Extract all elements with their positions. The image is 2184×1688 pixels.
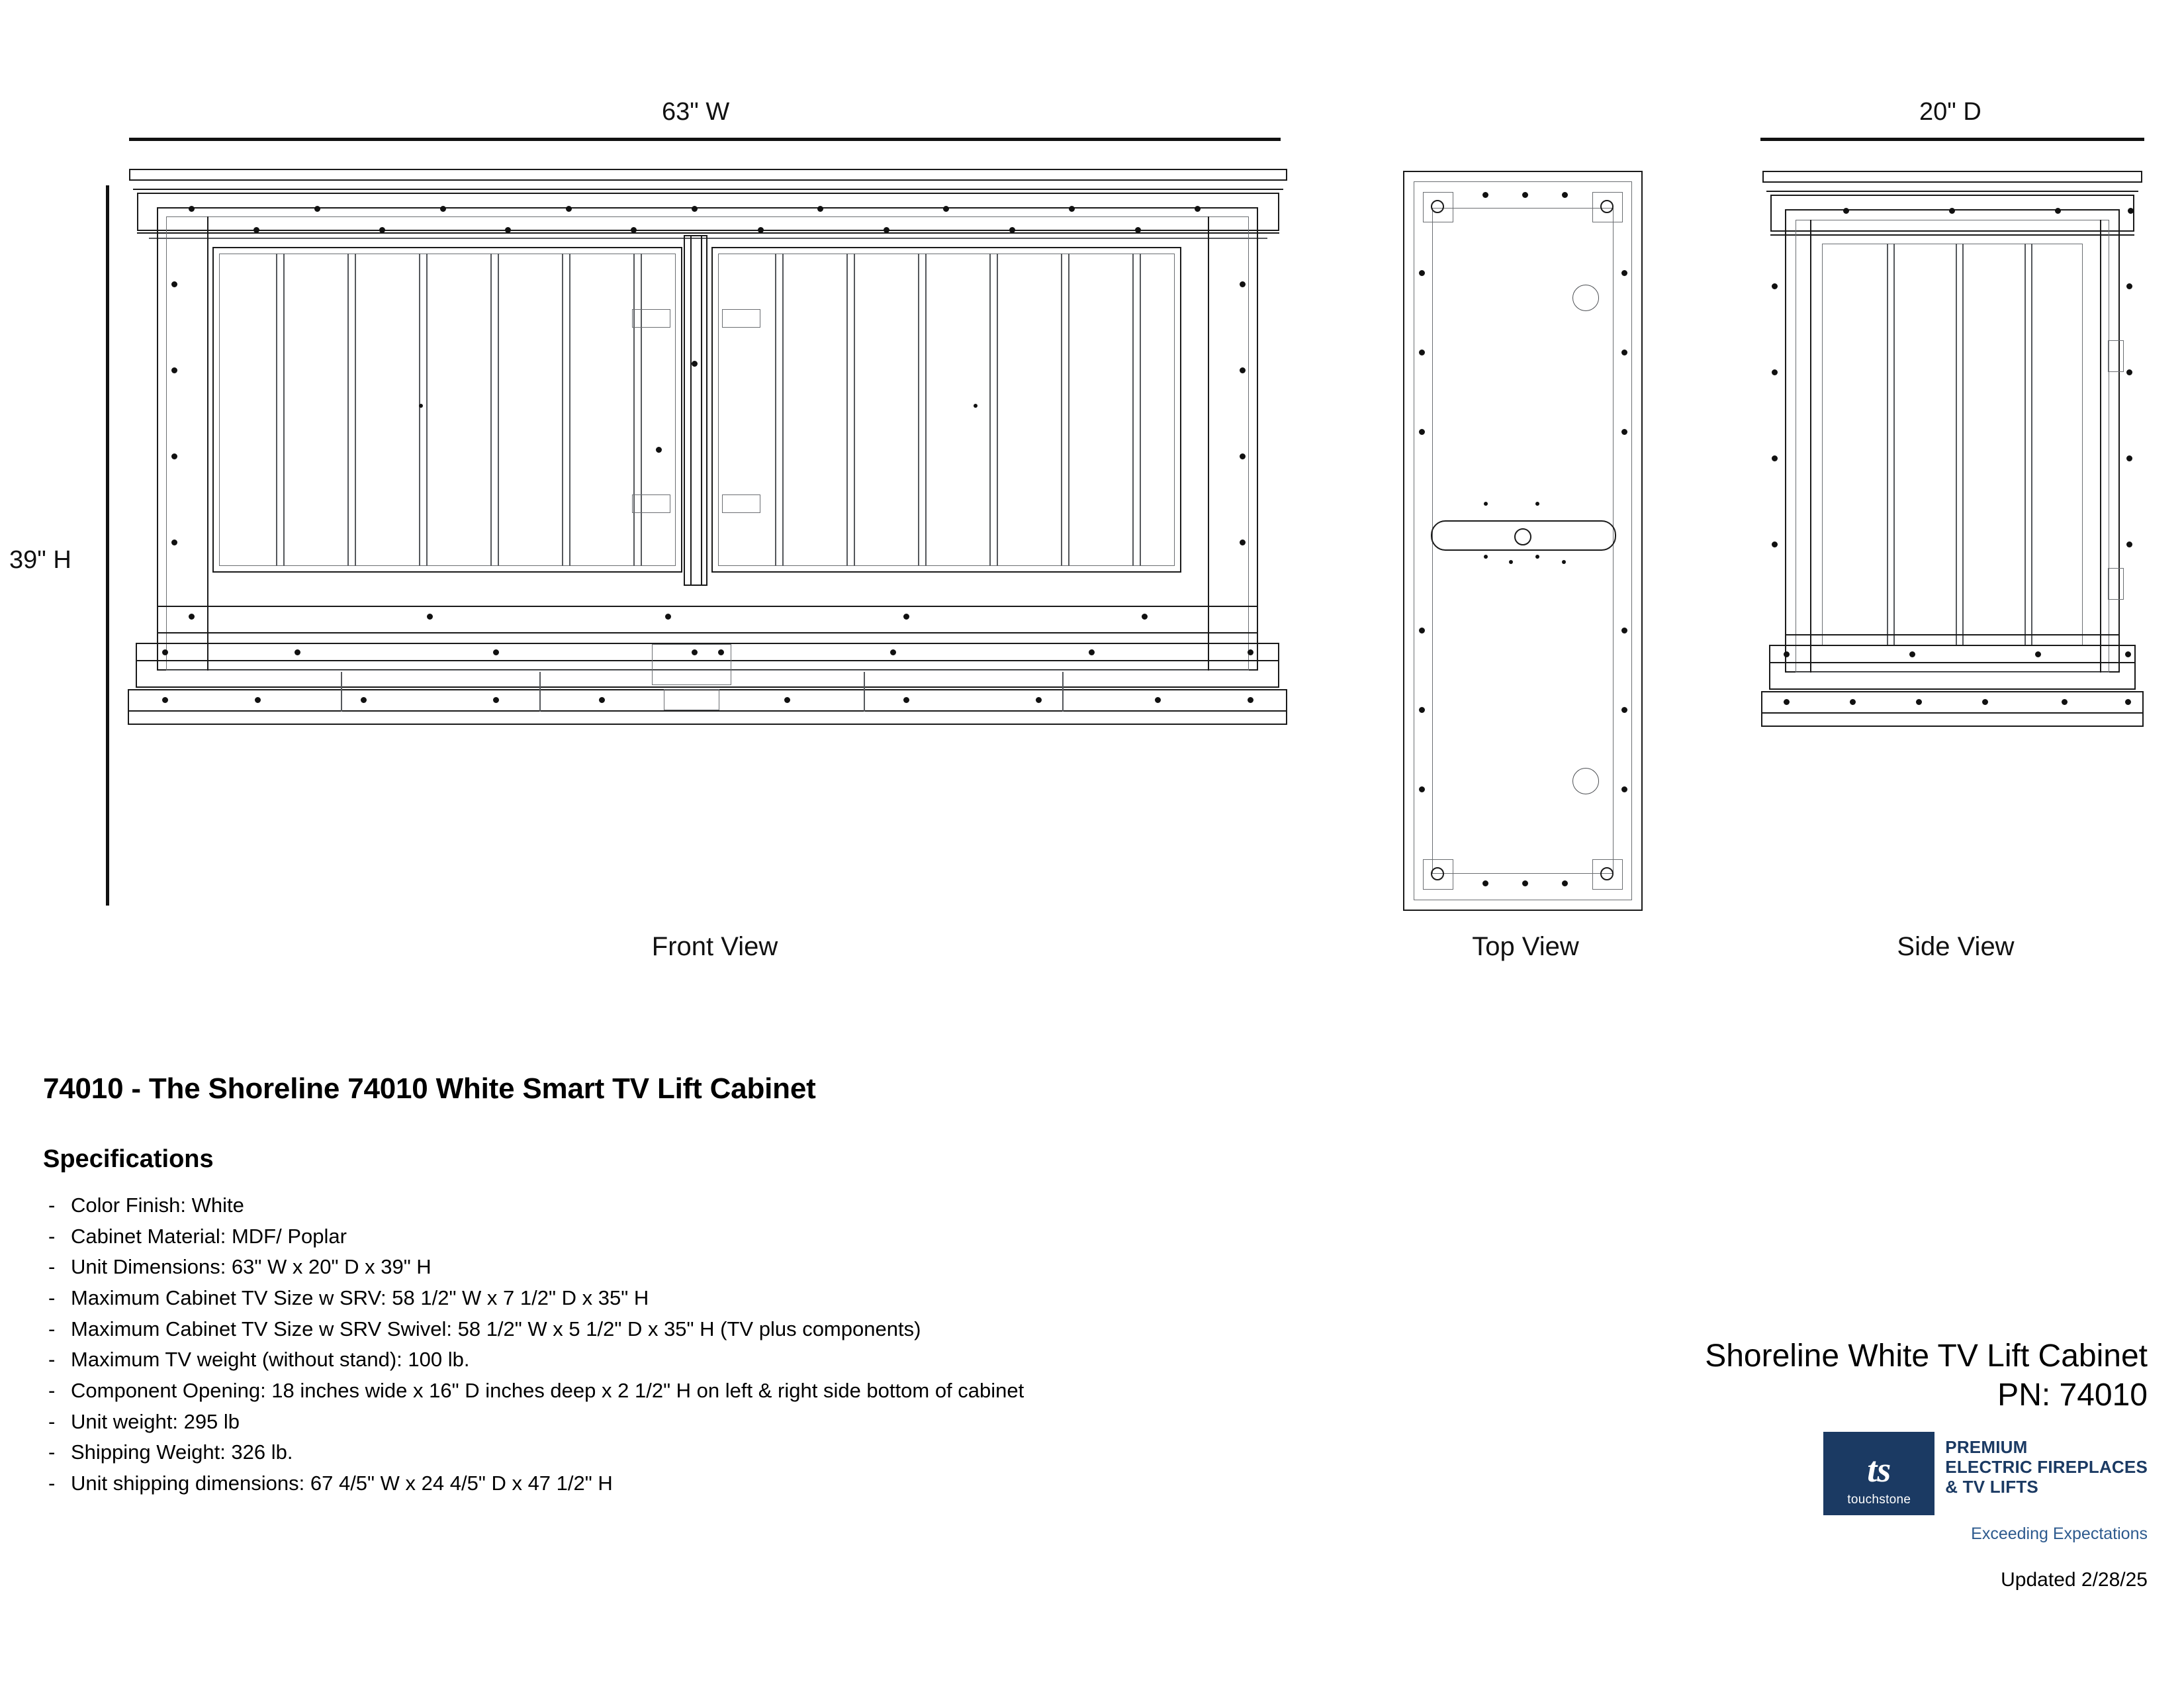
top-fastener (1562, 560, 1566, 564)
side-view-caption: Side View (1897, 932, 2015, 961)
side-base-line (1769, 662, 2136, 663)
side-fastener (2128, 208, 2134, 214)
front-fastener (361, 697, 367, 703)
front-slat-l4 (490, 254, 492, 566)
top-edge-fastener (1419, 707, 1425, 713)
side-fastener (1909, 651, 1915, 657)
front-slat-l5 (562, 254, 563, 566)
front-fastener (1135, 227, 1141, 233)
product-name: Shoreline White TV Lift Cabinet (1705, 1338, 2148, 1374)
front-slat-l6 (633, 254, 635, 566)
front-fastener (1240, 281, 1246, 287)
logo-line-1: PREMIUM (1945, 1437, 2028, 1458)
top-edge-fastener (1621, 429, 1627, 435)
front-fastener (171, 367, 177, 373)
front-view-drawing (122, 169, 1294, 910)
front-slat-l6b (641, 254, 642, 566)
side-fastener (1982, 699, 1988, 705)
front-fastener (171, 539, 177, 545)
front-fastener (566, 206, 572, 212)
branding-block (1353, 1337, 2148, 1591)
side-base-skirt (1769, 645, 2136, 690)
front-door-right-inner (718, 254, 1175, 566)
specifications-list (43, 1192, 1367, 1497)
front-view-caption: Front View (651, 932, 778, 961)
side-fastener (1784, 651, 1790, 657)
front-door-right-handle (974, 404, 978, 408)
front-fastener (1195, 206, 1201, 212)
front-slat-r2b (854, 254, 855, 566)
logo-line-2: ELECTRIC FIREPLACES (1945, 1457, 2148, 1477)
front-slat-l5b (569, 254, 570, 566)
side-fastener (1916, 699, 1922, 705)
side-fastener (2126, 541, 2132, 547)
side-brace-upper (2108, 340, 2124, 372)
logo-wordmark: touchstone (1847, 1493, 1911, 1507)
dimension-width-rule (129, 138, 1281, 141)
side-rail-b (1956, 244, 1957, 646)
side-rail-c2 (2031, 244, 2032, 646)
top-edge-fastener (1562, 880, 1568, 886)
front-crown-top (129, 169, 1287, 181)
touchstone-logo (1353, 1432, 2148, 1515)
front-fastener (692, 206, 698, 212)
top-edge-fastener (1482, 880, 1488, 886)
front-slat-r3b (925, 254, 927, 566)
logo-mark (1823, 1432, 1934, 1515)
front-hinge-lower-left (632, 494, 670, 513)
list-item: - Unit shipping dimensions: 67 4/5" W x 24 4/5" D x 47 1/2" H (43, 1470, 1315, 1497)
front-leg-d (1062, 672, 1064, 712)
dimension-height-label: 39" H (9, 546, 71, 574)
top-edge-fastener (1522, 880, 1528, 886)
front-fastener (718, 649, 724, 655)
front-fastener (903, 697, 909, 703)
front-fastener (1240, 453, 1246, 459)
front-fastener (493, 649, 499, 655)
side-fastener (2062, 699, 2068, 705)
list-item: - Shipping Weight: 326 lb. (43, 1439, 1315, 1466)
front-fastener (505, 227, 511, 233)
front-fastener (440, 206, 446, 212)
front-hinge-upper-left (632, 309, 670, 328)
side-fastener (2126, 455, 2132, 461)
side-fastener (1850, 699, 1856, 705)
top-edge-fastener (1419, 786, 1425, 792)
top-edge-fastener (1522, 192, 1528, 198)
list-item: - Maximum TV weight (without stand): 100 lb. (43, 1346, 1315, 1373)
side-fastener (1772, 541, 1778, 547)
front-component-opening-inner (664, 689, 719, 710)
front-slat-r1b (782, 254, 784, 566)
list-item: - Unit weight: 295 lb (43, 1409, 1315, 1435)
side-fastener (2125, 651, 2131, 657)
dimension-width-label: 63" W (662, 98, 730, 126)
front-slat-r2 (846, 254, 848, 566)
front-fastener (171, 453, 177, 459)
top-vent-hole-lower (1572, 768, 1599, 794)
front-fastener (314, 206, 320, 212)
side-fastener (1772, 369, 1778, 375)
side-fastener (2126, 283, 2132, 289)
front-fastener (692, 649, 698, 655)
front-fastener (903, 614, 909, 620)
front-slat-r1 (775, 254, 776, 566)
front-center-stile-line1 (690, 235, 692, 586)
top-corner-screw-tl (1431, 200, 1444, 213)
list-item: - Color Finish: White (43, 1192, 1315, 1219)
front-slat-r6 (1132, 254, 1134, 566)
top-edge-fastener (1621, 628, 1627, 633)
front-hinge-upper-right (722, 309, 760, 328)
front-fastener (427, 614, 433, 620)
front-fastener (884, 227, 889, 233)
front-fastener (599, 697, 605, 703)
front-fastener (295, 649, 300, 655)
top-view-drawing (1403, 171, 1648, 912)
side-rail-c (2025, 244, 2026, 646)
top-fastener (1535, 555, 1539, 559)
front-hinge-lower-right (722, 494, 760, 513)
side-stile-left (1810, 220, 1811, 673)
side-brace-lower (2108, 568, 2124, 600)
front-leg-a (341, 672, 342, 712)
front-fastener (943, 206, 949, 212)
front-slat-l2b (355, 254, 356, 566)
front-slat-l1b (283, 254, 285, 566)
list-item: - Maximum Cabinet TV Size w SRV Swivel: 58 1/2" W x 5 1/2" D x 35" H (TV plus components) (43, 1316, 1315, 1342)
top-corner-screw-tr (1600, 200, 1614, 213)
front-fastener (1240, 539, 1246, 545)
side-fastener (1772, 283, 1778, 289)
top-corner-screw-bl (1431, 867, 1444, 880)
top-fastener (1484, 555, 1488, 559)
front-slat-r4b (997, 254, 998, 566)
front-lower-rail-b (157, 632, 1258, 633)
front-slat-r4 (989, 254, 991, 566)
dimension-depth-rule (1760, 138, 2144, 141)
front-crown-line-a (133, 189, 1283, 190)
front-fastener (189, 614, 195, 620)
front-center-stile-line2 (701, 235, 702, 586)
top-fastener (1535, 502, 1539, 506)
side-rail-a2 (1893, 244, 1895, 646)
side-plinth-line (1761, 712, 2144, 714)
front-fastener (890, 649, 896, 655)
logo-line-3: & TV LIFTS (1945, 1477, 2038, 1497)
front-fastener (784, 697, 790, 703)
front-fastener (171, 281, 177, 287)
side-rail-b2 (1962, 244, 1964, 646)
front-fastener (1248, 649, 1253, 655)
front-fastener (379, 227, 385, 233)
front-fastener (758, 227, 764, 233)
front-slat-r5 (1061, 254, 1062, 566)
updated-date: Updated 2/28/25 (2001, 1569, 2148, 1591)
dimension-depth-label: 20" D (1919, 98, 1981, 126)
front-slat-r5b (1068, 254, 1069, 566)
top-edge-fastener (1419, 270, 1425, 276)
top-edge-fastener (1419, 429, 1425, 435)
front-center-stile (684, 235, 707, 586)
front-fastener (1248, 697, 1253, 703)
front-slat-l1 (276, 254, 277, 566)
front-lower-rail-a (157, 606, 1258, 607)
front-fastener (1009, 227, 1015, 233)
front-fastener (1155, 697, 1161, 703)
front-stile-right (1208, 216, 1209, 671)
front-fastener (656, 447, 662, 453)
side-panel-field (1822, 244, 2083, 646)
list-item: - Maximum Cabinet TV Size w SRV: 58 1/2" W x 7 1/2" D x 35" H (43, 1285, 1315, 1311)
side-fastener (2055, 208, 2061, 214)
front-leg-b (539, 672, 541, 712)
top-fastener (1484, 502, 1488, 506)
top-edge-fastener (1562, 192, 1568, 198)
front-slat-l3b (426, 254, 428, 566)
list-item: - Component Opening: 18 inches wide x 16" D inches deep x 2 1/2" H on left & right side bottom of cabinet (43, 1378, 1315, 1404)
side-fastener (1772, 455, 1778, 461)
front-fastener (253, 227, 259, 233)
side-fastener (2126, 369, 2132, 375)
logo-tagline: Exceeding Expectations (1971, 1524, 2148, 1544)
top-edge-fastener (1621, 350, 1627, 355)
front-fastener (692, 361, 698, 367)
side-fastener (1784, 699, 1790, 705)
side-stile-right (2100, 220, 2101, 673)
logo-initials: ts (1867, 1450, 1891, 1490)
top-edge-fastener (1621, 786, 1627, 792)
side-lower-rail (1785, 634, 2120, 635)
logo-text-block (1945, 1432, 2148, 1497)
top-vent-hole-upper (1572, 285, 1599, 311)
page-title: 74010 - The Shoreline 74010 White Smart TV Lift Cabinet (43, 1072, 816, 1105)
side-view-drawing (1757, 171, 2148, 912)
front-slat-l3 (419, 254, 420, 566)
front-fastener (162, 697, 168, 703)
front-fastener (817, 206, 823, 212)
top-edge-fastener (1419, 350, 1425, 355)
front-slat-l2 (347, 254, 349, 566)
front-slat-l4b (498, 254, 499, 566)
top-edge-fastener (1419, 628, 1425, 633)
list-item: - Unit Dimensions: 63" W x 20" D x 39" H (43, 1254, 1315, 1280)
front-door-left-inner (219, 254, 676, 566)
part-number: PN: 74010 (1997, 1377, 2148, 1413)
front-fastener (1069, 206, 1075, 212)
front-fastener (1089, 649, 1095, 655)
front-fastener (631, 227, 637, 233)
side-crown-top (1762, 171, 2142, 183)
top-view-caption: Top View (1472, 932, 1579, 961)
top-edge-fastener (1621, 707, 1627, 713)
top-edge-fastener (1482, 192, 1488, 198)
side-crown-line (1766, 191, 2138, 192)
front-fastener (493, 697, 499, 703)
side-plinth (1761, 691, 2144, 727)
front-slat-r3 (918, 254, 919, 566)
specifications-heading: Specifications (43, 1145, 214, 1173)
top-fastener (1509, 560, 1513, 564)
front-fastener (255, 697, 261, 703)
front-leg-c (864, 672, 865, 712)
front-fastener (1240, 367, 1246, 373)
front-fastener (1142, 614, 1148, 620)
top-corner-screw-br (1600, 867, 1614, 880)
side-fastener (2035, 651, 2041, 657)
front-fastener (665, 614, 671, 620)
side-fastener (2125, 699, 2131, 705)
side-fastener (1949, 208, 1955, 214)
top-edge-fastener (1621, 270, 1627, 276)
front-fastener (1036, 697, 1042, 703)
dimension-height-rule (106, 185, 109, 906)
front-fastener (162, 649, 168, 655)
front-slat-r6b (1140, 254, 1141, 566)
front-stile-left (207, 216, 208, 671)
front-plinth-line (128, 710, 1287, 712)
front-door-left-handle (419, 404, 423, 408)
top-lift-bar-hub (1514, 528, 1531, 545)
side-rail-a (1887, 244, 1888, 646)
front-fastener (189, 206, 195, 212)
list-item: - Cabinet Material: MDF/ Poplar (43, 1223, 1315, 1250)
product-info-block (43, 1072, 1367, 1501)
side-fastener (1843, 208, 1849, 214)
